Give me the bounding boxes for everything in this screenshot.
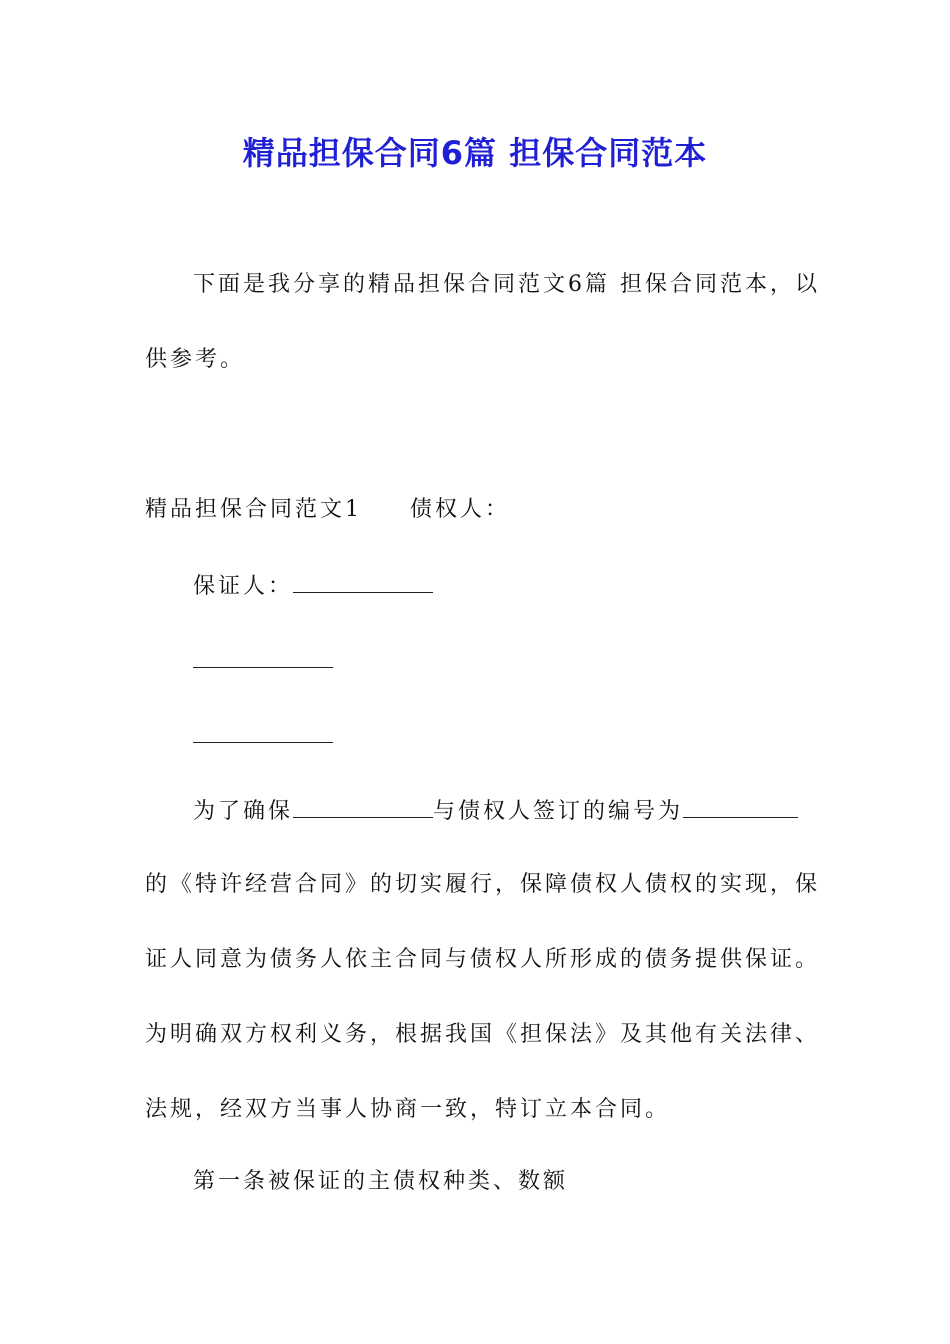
intro-line-1: 下面是我分享的精品担保合同范文6篇 担保合同范本，以 — [193, 272, 820, 297]
para1-text-b: 与债权人签订的编号为 — [433, 799, 684, 824]
para1-line-4: 为明确双方权利义务，根据我国《担保法》及其他有关法律、 — [145, 1022, 821, 1047]
fill-blank-2 — [193, 720, 333, 743]
guarantor-label: 保证人： — [193, 574, 294, 599]
blank-line-2 — [193, 720, 333, 752]
fill-blank-1 — [193, 645, 333, 668]
intro-line-2: 供参考。 — [145, 347, 246, 372]
guarantor-blank — [293, 570, 433, 593]
article-1-heading: 第一条被保证的主债权种类、数额 — [193, 1169, 569, 1194]
section-heading-row — [145, 495, 510, 525]
para1-line-3: 证人同意为债务人依主合同与债权人所形成的债务提供保证。 — [145, 947, 821, 972]
creditor-label: 债权人： — [410, 497, 511, 522]
para1-line-2: 的《特许经营合同》的切实履行，保障债权人债权的实现，保 — [145, 872, 821, 897]
guarantor-row — [193, 570, 433, 602]
document-title: 精品担保合同6篇 担保合同范本 — [242, 134, 708, 172]
para1-line-1 — [193, 795, 798, 827]
section-heading: 精品担保合同范文1 — [145, 497, 362, 522]
para1-line-5: 法规，经双方当事人协商一致，特订立本合同。 — [145, 1097, 671, 1122]
contract-number-blank — [683, 795, 798, 818]
debtor-blank — [293, 795, 433, 818]
blank-line-1 — [193, 645, 333, 677]
para1-text-a: 为了确保 — [193, 799, 294, 824]
